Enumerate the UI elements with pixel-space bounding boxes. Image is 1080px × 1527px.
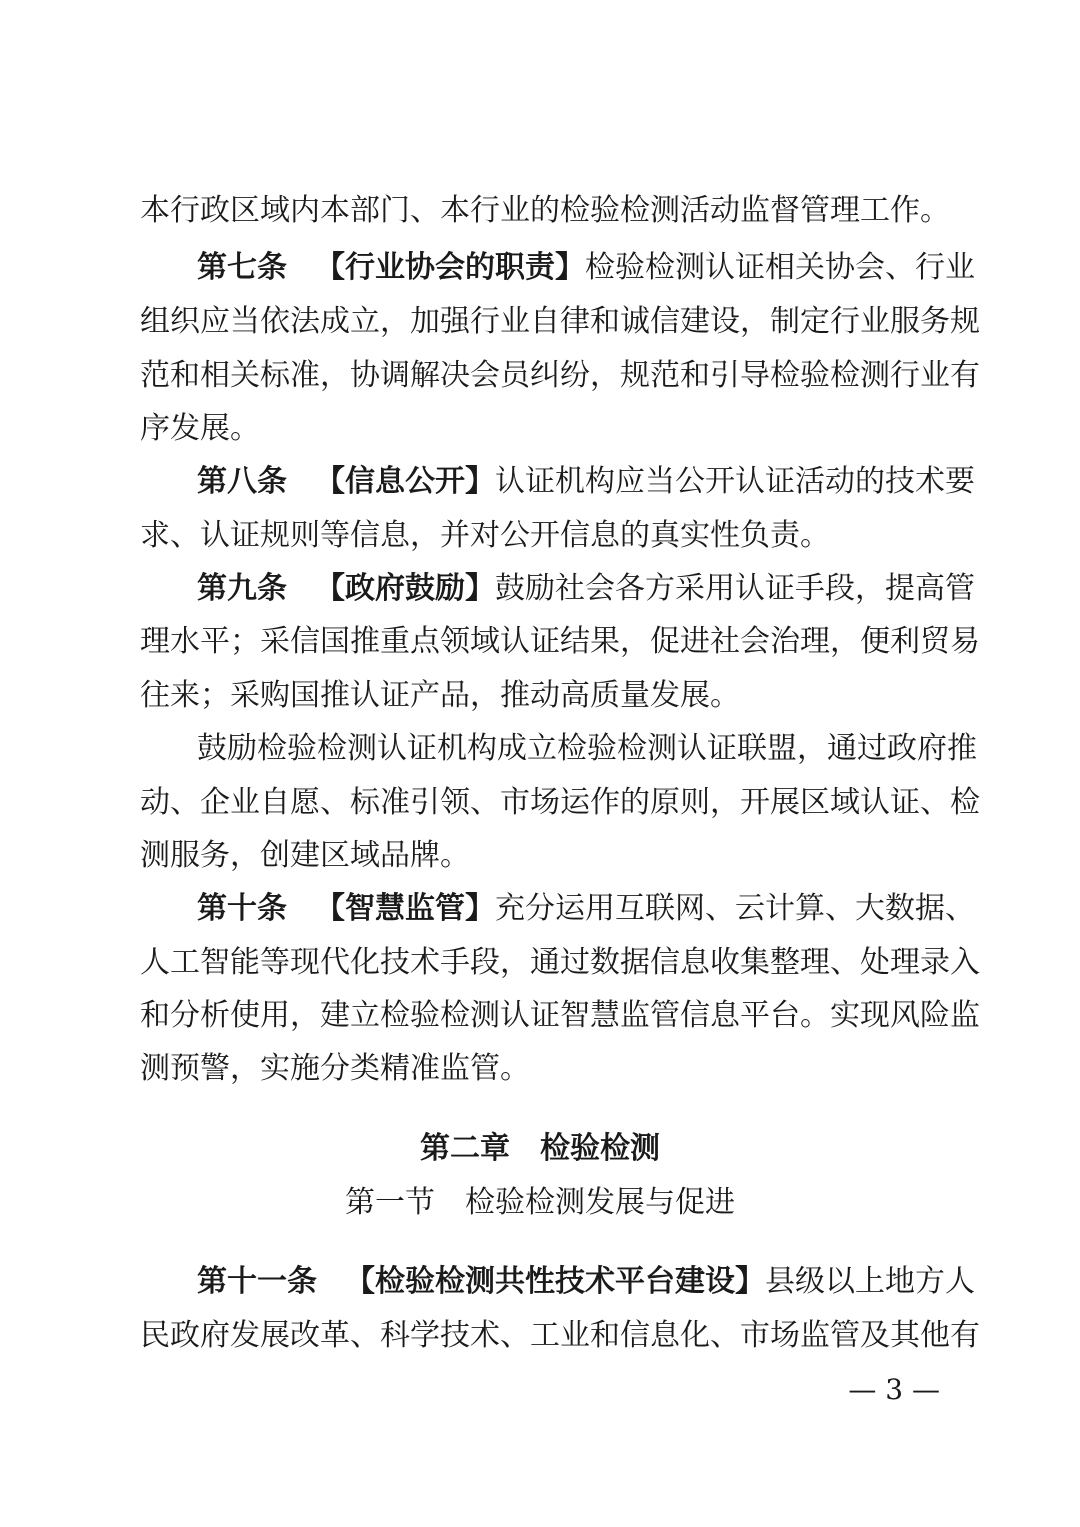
article-9-line-2: 理水平；采信国推重点领域认证结果，促进社会治理，便利贸易 [140, 624, 980, 659]
article-11-first-line [197, 1262, 975, 1302]
article-7-line-3: 范和相关标准，协调解决会员纠纷，规范和引导检验检测行业有 [140, 358, 980, 393]
article-7-title: 【行业协会的职责】 [315, 250, 585, 285]
article-10-text: 充分运用互联网、云计算、大数据、 [495, 891, 975, 926]
article-8-title: 【信息公开】 [315, 464, 495, 499]
article-8-first-line [197, 462, 975, 502]
article-11-text: 县级以上地方人 [765, 1264, 975, 1299]
continued-text-line: 本行政区域内本部门、本行业的检验检测活动监督管理工作。 [140, 193, 950, 228]
article-8-line-2: 求、认证规则等信息，并对公开信息的真实性负责。 [140, 518, 830, 553]
article-9-para-2-line-3: 测服务，创建区域品牌。 [140, 838, 470, 873]
article-9-title: 【政府鼓励】 [315, 571, 495, 606]
article-7-line-2: 组织应当依法成立，加强行业自律和诚信建设，制定行业服务规 [140, 304, 980, 339]
chapter-heading: 第二章 检验检测 [420, 1131, 660, 1166]
article-9-para-2-line-2: 动、企业自愿、标准引领、市场运作的原则，开展区域认证、检 [140, 785, 980, 820]
article-8-text: 认证机构应当公开认证活动的技术要 [495, 464, 975, 499]
article-7-line-4: 序发展。 [140, 411, 260, 446]
article-11-title: 【检验检测共性技术平台建设】 [345, 1264, 765, 1299]
article-10-line-2: 人工智能等现代化技术手段，通过数据信息收集整理、处理录入 [140, 945, 980, 980]
article-9-number: 第九条 [197, 571, 287, 606]
article-10-line-4: 测预警，实施分类精准监管。 [140, 1051, 530, 1086]
article-11-number: 第十一条 [197, 1264, 317, 1299]
article-7-first-line [197, 248, 975, 288]
article-8-number: 第八条 [197, 464, 287, 499]
article-9-text: 鼓励社会各方采用认证手段，提高管 [495, 571, 975, 606]
article-10-number: 第十条 [197, 891, 287, 926]
article-7-number: 第七条 [197, 250, 287, 285]
article-9-first-line [197, 569, 975, 609]
section-heading: 第一节 检验检测发展与促进 [345, 1185, 735, 1220]
article-9-para-2-line-1: 鼓励检验检测认证机构成立检验检测认证联盟，通过政府推 [197, 731, 977, 766]
page-number: — 3 — [848, 1373, 940, 1406]
article-10-first-line [197, 889, 975, 929]
article-10-title: 【智慧监管】 [315, 891, 495, 926]
article-9-line-3: 往来；采购国推认证产品，推动高质量发展。 [140, 678, 740, 713]
article-10-line-3: 和分析使用，建立检验检测认证智慧监管信息平台。实现风险监 [140, 998, 980, 1033]
article-7-text: 检验检测认证相关协会、行业 [585, 250, 975, 285]
article-11-line-2: 民政府发展改革、科学技术、工业和信息化、市场监管及其他有 [140, 1318, 980, 1353]
